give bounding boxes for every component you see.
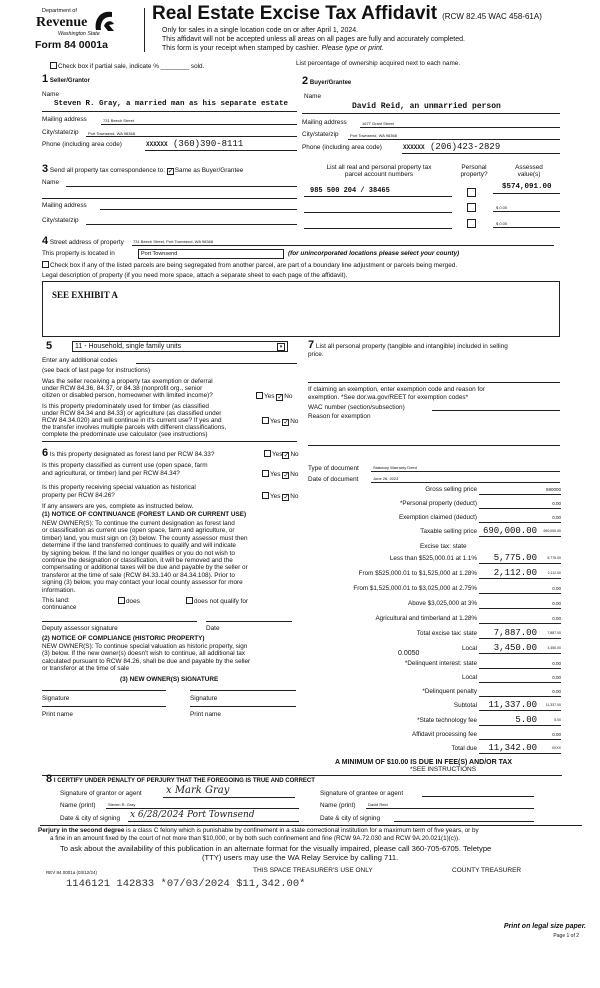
tax-row-line [479, 668, 561, 669]
tax-row-label: Gross selling price [425, 486, 477, 493]
exemption-yes-no: Yes ✓No [256, 392, 292, 401]
tax-row-label: Total due [451, 745, 477, 752]
grantee-signature-label: Signature of grantee or agent [320, 790, 404, 797]
located-note: (for unincorporated locations please select your county) [288, 250, 460, 257]
yes-checkbox[interactable] [256, 392, 263, 399]
tax-row-line [479, 710, 561, 711]
tax-row-line [479, 739, 561, 740]
grantor-name-field[interactable]: Steven R. Gray [108, 802, 136, 807]
located-label: This property is located in [42, 250, 115, 257]
signature-label: Signature [190, 695, 218, 702]
tax-row-line [479, 494, 561, 495]
tax-row-value[interactable]: 0.00 [552, 601, 561, 606]
assessed-value-field[interactable]: $574,091.00 [502, 183, 552, 191]
tax-row-label: Less than $525,000.01 at 1.1% [389, 555, 477, 562]
tax-row-label: Agricultural and timberland at 1.28% [375, 615, 477, 622]
buyer-heading: 2 Buyer/Grantee [302, 75, 352, 87]
parcel-header: List all real and personal property tax parcel account numbers [326, 164, 432, 178]
tax-row-value[interactable]: 0.00 [552, 586, 561, 591]
notice-line: (3) below. If the new owner(s) doesn't wish to continue, all additional tax [42, 650, 245, 658]
tax-row-label: Subtotal [453, 702, 477, 709]
notice-line: calculated pursuant to RCW 84.26, shall be due and payable by the seller [42, 657, 251, 665]
corr-city-label: City/state/zip [42, 217, 79, 224]
segregated-checkbox[interactable] [42, 261, 49, 268]
ownership-note: List percentage of ownership acquired next to each name. [296, 60, 461, 67]
if-yes-note: If any answers are yes, complete as instructed below. [42, 503, 194, 510]
segregated-row: Check box if any of the listed parcels are being segregated from another parcel, are part of a boundary line adjustment or parcels being merged. [42, 261, 457, 269]
tax-row-line [479, 696, 561, 697]
street-field[interactable]: 731 Beech Street, Port Townsend, WA 98368 [133, 239, 214, 244]
exemption-question: Was the seller receiving a property tax exemption or deferral under RCW 84.36, 84.37, or 84.38 (nonprofit org., senior citizen or disabled person, homeowner with limited income)? [42, 378, 213, 399]
use-code-select[interactable]: 11 - Household, single family units ▾ [72, 341, 288, 352]
tax-row-label: Affidavit processing fee [412, 731, 477, 738]
grantee-name-field[interactable]: David Reid [368, 802, 388, 807]
partial-sale-row: Check box if partial sale, indicate % ________ sold. [50, 62, 204, 70]
tax-row-value[interactable]: 0.00 [552, 675, 561, 680]
tax-row-label: From $525,000.01 to $1,525,000 at 1.28% [358, 570, 477, 577]
revision-label: REV 84 0001a (03/12/24) [46, 870, 98, 875]
notice-line: or classification as current use (open space, farm and agriculture, or [42, 527, 235, 535]
owner-signature-field[interactable] [42, 690, 166, 691]
section-5-number: 5 [46, 340, 53, 352]
timber-question: Is this property predominately used for timber (as classified under RCW 84.34 and 84.33) or agriculture (as classified under RCW 84.34.020) and will continue in it's current use? If yes and the transfer involves multiple parcels with different classifications, complete the predominate use calculator (see instructions) [42, 403, 227, 438]
parcel-number-field[interactable] [304, 212, 452, 213]
page-number: Page 1 of 2 [553, 933, 579, 939]
tax-row-value[interactable]: 690,000.00 [543, 529, 561, 533]
tax-row-line [479, 623, 561, 624]
seller-mail-label: Mailing address [42, 116, 87, 123]
legal-label: Legal description of property (if you need more space, attach a separate sheet to each page of the affidavit). [42, 272, 348, 279]
seller-heading: 1 Seller/Grantor [42, 73, 90, 85]
tax-row-line [479, 682, 561, 683]
seller-mail-field[interactable]: 731 Beech Street [103, 118, 134, 123]
owner-print-name-field[interactable] [42, 706, 166, 707]
does-option: does [118, 597, 140, 605]
legal-paper-note: Print on legal size paper. [503, 923, 586, 930]
notice-2-text [42, 643, 250, 673]
corr-name-field[interactable] [66, 186, 297, 187]
codes-note: (see back of last page for instructions) [42, 367, 150, 374]
title-row [152, 4, 542, 25]
tax-row-value[interactable]: XXXX [551, 746, 561, 750]
see-instructions: *SEE INSTRUCTIONS [410, 766, 477, 773]
tax-row-typed-value[interactable]: 11,342.00 [488, 743, 537, 753]
forest-yes-no: Yes✓No [264, 450, 299, 459]
perjury-text: Perjury in the second degree is a class C felony which is punishable by confinement in a state correctional institution for a maximum term of five years, or by [38, 827, 479, 834]
alternate-format-note: To ask about the availability of this publication in an alternate format for the visually impaired, please call 360-705-6705. Teletype [60, 844, 492, 853]
tax-row-typed-value[interactable]: 5.00 [515, 715, 537, 725]
tax-row-value[interactable]: 690000 [545, 487, 561, 492]
tax-row-label: Above $3,025,000 at 3% [408, 600, 477, 607]
header-divider [144, 8, 145, 52]
subtitle-1: Only for sales in a single location code on or after April 1, 2024. [162, 27, 359, 34]
notice-line: by signing below. If the land no longer qualifies or you do not wish to [42, 549, 235, 557]
signature-label: Signature [42, 695, 70, 702]
tax-row-label: Exemption claimed (deduct) [398, 514, 477, 521]
state-label: Washington State [58, 31, 100, 37]
personal-property-field[interactable] [308, 382, 560, 383]
buyer-city-label: City/state/zip [302, 131, 339, 138]
tax-row-typed-value[interactable]: 7,887.00 [493, 628, 537, 638]
tax-row-value[interactable]: 11,337.00 [545, 703, 561, 707]
tax-row-line [479, 593, 561, 594]
timber-yes-no: Yes ✓No [262, 417, 298, 426]
print-name-label: Print name [42, 711, 73, 718]
tax-row-value[interactable]: 2,112.00 [547, 571, 561, 575]
tax-row-value[interactable]: 0.00 [552, 689, 561, 694]
tax-row-typed-value[interactable]: 5,775.00 [493, 553, 537, 563]
no-checkbox[interactable]: ✓ [283, 493, 290, 501]
correspondence-heading: 3 Send all property tax correspondence to: ✓Same as Buyer/Grantee [42, 163, 244, 175]
doc-date-field[interactable]: June 26, 2024 [373, 476, 399, 481]
form-number: Form 84 0001a [35, 39, 108, 51]
tax-row-line [479, 638, 561, 639]
notice-line: determine if the land transferred continues to qualify and will indicate [42, 542, 236, 550]
notice-2-title: (2) NOTICE OF COMPLIANCE (HISTORIC PROPERTY) [42, 635, 205, 642]
tax-row-typed-value[interactable]: 2,112.00 [493, 568, 537, 578]
reason-field[interactable] [308, 445, 560, 446]
partial-sale-checkbox[interactable] [50, 62, 57, 69]
tax-row-line [479, 522, 561, 523]
notice-line: NEW OWNER(S): To continue special valuation as historic property, sign [42, 643, 248, 650]
print-name-label: Print name [190, 711, 221, 718]
grantor-date-label: Date & city of signing [60, 815, 121, 822]
tax-row-label: From $1,525,000.01 to $3,025,000 at 2.75% [353, 585, 477, 592]
corr-mail-field[interactable] [100, 209, 297, 210]
notice-line: timber) land, you must sign on (3) below. The county assessor must then [42, 534, 248, 542]
buyer-name-label: Name [304, 93, 322, 100]
deputy-date-field[interactable] [206, 621, 292, 622]
tax-row-value[interactable]: 0.00 [552, 515, 561, 520]
notice-line: NEW OWNER(S): To continue the current designation as forest land [42, 520, 235, 527]
deputy-label: Deputy assessor signature [42, 625, 118, 632]
subtitle-3: This form is your receipt when stamped by cashier. Please type or print. [162, 45, 384, 52]
tax-row-line [479, 508, 561, 509]
buyer-mail-field[interactable]: 1677 Grant Street [362, 121, 394, 126]
notice-line: transferor at the time of sale (RCW 84.33.140 or 84.34.108). Prior to [42, 571, 235, 579]
notice-line: compensating or additional taxes will be due and payable by the seller or [42, 564, 248, 572]
tax-row-label: Local [461, 674, 477, 681]
no-checkbox[interactable]: ✓ [283, 471, 290, 479]
does-not-option: does not qualify for [186, 597, 248, 605]
buyer-city-field[interactable]: Port Townsend, WA 98368 [350, 133, 397, 138]
assessed-value-field[interactable]: $ 0.00 [496, 205, 508, 210]
tax-row-line [479, 725, 561, 726]
this-land-label: This land: continuance [42, 597, 77, 612]
additional-codes-label: Enter any additional codes [42, 357, 118, 364]
date-label: Date [206, 625, 220, 632]
tax-row-label: Local [461, 645, 477, 652]
certify-heading: 8 I CERTIFY UNDER PENALTY OF PERJURY THAT THE FOREGOING IS TRUE AND CORRECT [46, 773, 315, 785]
seller-name-label: Name [42, 91, 60, 98]
exemption-note: If claiming an exemption, enter exemption code and reason for exemption. *See dor.wa.gov/REET for exemption codes* [308, 386, 485, 401]
tax-row-value[interactable]: 5,775.00 [547, 556, 561, 560]
assessed-value-header: Assessed value(s) [515, 164, 543, 178]
doc-date-label: Date of document [308, 476, 359, 483]
seller-city-label: City/state/zip [42, 129, 79, 136]
tax-row-label: *Personal property (deduct) [399, 500, 477, 507]
grantee-date-city-field[interactable] [394, 821, 534, 822]
tax-row-line [479, 753, 561, 754]
grantor-signature-field[interactable]: x Mark Gray [166, 785, 230, 796]
current-use-question: Is this property classified as current use (open space, farm and agricultural, or timber) land per RCW 84.34? [42, 462, 208, 477]
does-not-checkbox[interactable] [186, 597, 193, 604]
reason-label: Reason for exemption [308, 413, 371, 420]
page-title: Real Estate Excise Tax Affidavit [152, 3, 438, 24]
legal-description-field[interactable]: SEE EXHIBIT A [42, 281, 560, 337]
buyer-name-field[interactable]: David Reid, an unmarried person [352, 102, 501, 111]
doc-type-label: Type of document [308, 465, 359, 472]
wac-label: WAC number (section/subsection) [308, 404, 405, 411]
buyer-phone-label: Phone (including area code) [302, 144, 382, 151]
grantor-signature-label: Signature of grantor or agent [60, 790, 142, 797]
personal-property-label: 7 List all personal property (tangible and intangible) included in selling price. [308, 339, 508, 358]
located-select[interactable]: Port Townsend [138, 249, 284, 259]
additional-codes-field[interactable] [136, 363, 297, 364]
seller-name-field[interactable]: Steven R. Gray, a married man as his separate estate [54, 100, 289, 108]
tax-row-value[interactable]: 0.00 [552, 616, 561, 621]
tax-row-label: *Delinquent penalty [422, 688, 477, 695]
tax-row-value[interactable]: 0.00 [552, 732, 561, 737]
notice-1-text [42, 520, 248, 594]
historical-question: Is this property receiving special valuation as historical property per RCW 84.26? [42, 484, 196, 499]
tax-row-typed-value[interactable]: 11,337.00 [488, 700, 537, 710]
buyer-mail-label: Mailing address [302, 119, 347, 126]
tax-row-label: *State technology fee [417, 717, 477, 724]
tax-row-value[interactable]: 7,887.00 [547, 631, 561, 635]
rcw-reference: (RCW 82.45 WAC 458-61A) [442, 12, 542, 21]
yes-checkbox[interactable] [262, 492, 269, 499]
tax-row-label: *Delinquent interest: state [404, 660, 477, 667]
buyer-phone-field[interactable]: XXXXXX (206)423-2829 [403, 142, 501, 152]
no-checkbox[interactable]: ✓ [283, 419, 290, 426]
grantor-date-city-field[interactable]: x 6/28/2024 Port Townsend [130, 810, 255, 820]
notice-line: information. [42, 586, 76, 594]
notice-line: continue the designation or classification, it will be removed and the [42, 557, 233, 565]
no-checkbox[interactable]: ✓ [277, 394, 284, 401]
corr-city-field[interactable] [86, 224, 297, 225]
notice-line: signing (3) below, you may contact your local county assessor for more [42, 579, 243, 587]
corr-name-label: Name [42, 179, 60, 186]
personal-property-checkbox[interactable] [467, 219, 476, 228]
same-as-buyer-checkbox[interactable]: ✓ [167, 168, 174, 175]
parcel-number-field[interactable] [304, 228, 452, 229]
yes-checkbox[interactable] [262, 417, 269, 424]
perjury-text-2: a fine in an amount fixed by the court of not more than $10,000, or by both such confinement and fine (RCW 9A.72.030 and RCW 9A.20.021(1)(c)). [50, 835, 460, 842]
tax-row-value[interactable]: 0.00 [552, 501, 561, 506]
tax-row-value[interactable]: 5.00 [554, 718, 561, 722]
subtitle-2: This affidavit will not be accepted unless all areas on all pages are fully and accurately completed. [162, 36, 465, 43]
yes-checkbox[interactable] [264, 450, 271, 457]
seller-city-field[interactable]: Port Townsend, WA 98368 [88, 131, 135, 136]
local-rate: 0.0050 [398, 650, 420, 657]
deputy-signature-field[interactable] [42, 621, 197, 622]
no-checkbox[interactable]: ✓ [283, 452, 290, 459]
assessed-value-field[interactable]: $ 0.00 [496, 221, 508, 226]
notice-line: or transferor at the time of sale [42, 665, 130, 673]
tax-row-typed-value[interactable]: 3,450.00 [493, 643, 537, 653]
personal-property-checkbox[interactable] [467, 188, 476, 197]
personal-property-header: Personal property? [460, 164, 488, 178]
current-use-yes-no: Yes ✓No [262, 470, 298, 479]
minimum-due-note: A MINIMUM OF $10.00 IS DUE IN FEE(S) AND/OR TAX [335, 759, 513, 766]
dept-label: Department of [42, 8, 77, 14]
seller-phone-label: Phone (including area code) [42, 141, 122, 148]
does-checkbox[interactable] [118, 597, 125, 604]
corr-mail-label: Mailing address [42, 202, 87, 209]
county-treasurer-label: COUNTY TREASURER [452, 867, 522, 874]
personal-property-checkbox[interactable] [467, 203, 476, 212]
tax-row-typed-value[interactable]: 690,000.00 [482, 526, 537, 536]
street-label: 4 Street address of property [42, 235, 124, 247]
tax-row-line [479, 563, 561, 564]
doc-type-field[interactable]: Statutory Warranty Deed [373, 465, 417, 470]
tax-row-line [479, 653, 561, 654]
tax-row-line [479, 536, 561, 537]
tax-row-value[interactable]: 0.00 [552, 661, 561, 666]
excise-state-label: Excise tax: state [420, 543, 467, 550]
seller-phone-field[interactable]: XXXXXX (360)390-8111 [146, 139, 244, 149]
owner-print-name-field[interactable] [190, 706, 296, 707]
grantee-date-label: Date & city of signing [320, 815, 381, 822]
parcel-number-field[interactable]: 985 500 204 / 38465 [310, 187, 390, 195]
tax-row-value[interactable]: 3,450.00 [547, 646, 561, 650]
tax-row-label: Taxable selling price [420, 528, 477, 535]
wac-field[interactable] [432, 410, 560, 411]
tax-row-line [479, 578, 561, 579]
historical-yes-no: Yes ✓No [262, 492, 298, 501]
yes-checkbox[interactable] [262, 470, 269, 477]
treasurer-use-label: THIS SPACE TREASURER'S USE ONLY [253, 867, 373, 874]
dropdown-arrow-icon[interactable]: ▾ [277, 343, 285, 351]
tty-note: (TTY) users may use the WA Relay Service by calling 711. [202, 853, 399, 862]
treasurer-receipt-stamp: 1146121 142833 *07/03/2024 $11,342.00* [66, 878, 306, 890]
tax-row-line [479, 608, 561, 609]
grantee-name-label: Name (print) [320, 802, 356, 809]
owner-signature-field[interactable] [190, 690, 296, 691]
notice-1-title: (1) NOTICE OF CONTINUANCE (FOREST LAND OR CURRENT USE) [42, 511, 247, 518]
tax-row-label: Total excise tax: state [416, 630, 477, 637]
revenue-label: Revenue [36, 15, 88, 30]
grantee-signature-field[interactable] [422, 796, 534, 797]
forest-question: 6 Is this property designated as forest land per RCW 84.33? [42, 447, 215, 459]
notice-3-title: (3) NEW OWNER(S) SIGNATURE [120, 676, 219, 683]
grantor-name-label: Name (print) [60, 802, 96, 809]
